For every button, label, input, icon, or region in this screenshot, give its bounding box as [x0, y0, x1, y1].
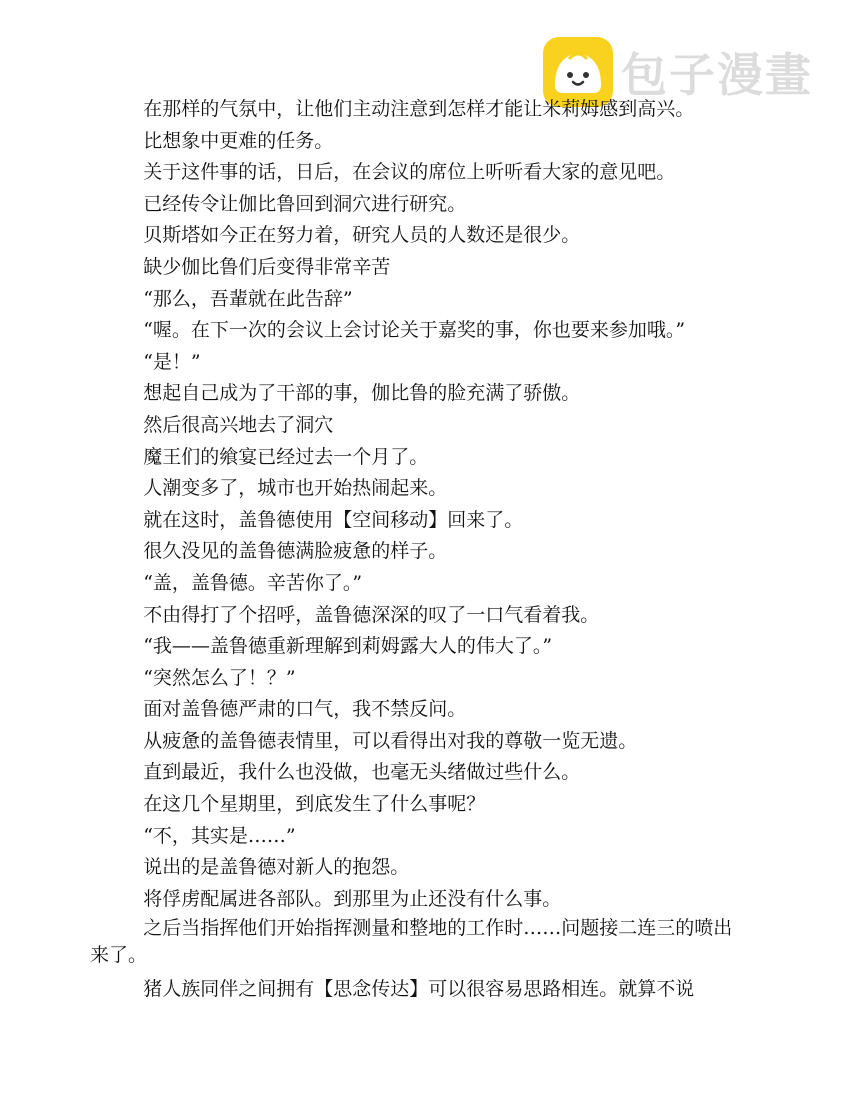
- paragraph: 魔王们的飨宴已经过去一个月了。: [143, 445, 429, 468]
- paragraph: 缺少伽比鲁们后变得非常辛苦: [143, 255, 391, 278]
- paragraph: 在那样的气氛中，让他们主动注意到怎样才能让米莉姆感到高兴。: [143, 98, 695, 120]
- paragraph: 不由得打了个招呼，盖鲁德深深的叹了一口气看着我。: [143, 603, 600, 626]
- watermark-text: 包子漫畫: [621, 48, 813, 102]
- paragraph: 猪人族同伴之间拥有【思念传达】可以很容易思路相连。就算不说: [143, 978, 695, 1001]
- paragraph: 面对盖鲁德严肃的口气，我不禁反问。: [143, 698, 467, 721]
- paragraph: 直到最近，我什么也没做，也毫无头绪做过些什么。: [143, 761, 581, 784]
- paragraph: 已经传令让伽比鲁回到洞穴进行研究。: [143, 192, 467, 215]
- paragraph: 在这几个星期里，到底发生了什么事呢？: [143, 793, 486, 816]
- paragraph: 从疲惫的盖鲁德表情里，可以看得出对我的尊敬一览无遗。: [143, 729, 638, 752]
- paragraph: “我——盖鲁德重新理解到莉姆露大人的伟大了。”: [143, 635, 553, 658]
- paragraph: 人潮变多了，城市也开始热闹起来。: [143, 477, 448, 500]
- paragraph: 很久没见的盖鲁德满脸疲惫的样子。: [143, 540, 448, 563]
- paragraph: “那么，吾輩就在此告辞”: [143, 287, 353, 310]
- paragraph: 想起自己成为了干部的事，伽比鲁的脸充满了骄傲。: [143, 382, 581, 405]
- paragraph: 关于这件事的话，日后，在会议的席位上听听看大家的意见吧。: [143, 161, 676, 184]
- paragraph: “是！”: [143, 350, 201, 373]
- paragraph: 贝斯塔如今正在努力着，研究人员的人数还是很少。: [143, 224, 581, 247]
- paragraph: 就在这时，盖鲁德使用【空间移动】回来了。: [143, 508, 524, 531]
- paragraph: 比想象中更难的任务。: [143, 129, 334, 152]
- paragraph: 之后当指挥他们开始指挥测量和整地的工作时……问题接二连三的喷出来了。: [90, 917, 733, 967]
- paragraph: 然后很高兴地去了洞穴: [143, 413, 334, 436]
- paragraph: “盖，盖鲁德。辛苦你了。”: [143, 571, 363, 594]
- paragraph: “不，其实是……”: [143, 824, 296, 847]
- text-body: [90, 94, 750, 1006]
- paragraph: 将俘虏配属进各部队。到那里为止还没有什么事。: [143, 887, 562, 910]
- paragraph: 说出的是盖鲁德对新人的抱怨。: [143, 856, 410, 879]
- paragraph: “喔。在下一次的会议上会讨论关于嘉奖的事，你也要来参加哦。”: [143, 319, 686, 342]
- paragraph: “突然怎么了！？”: [143, 666, 296, 689]
